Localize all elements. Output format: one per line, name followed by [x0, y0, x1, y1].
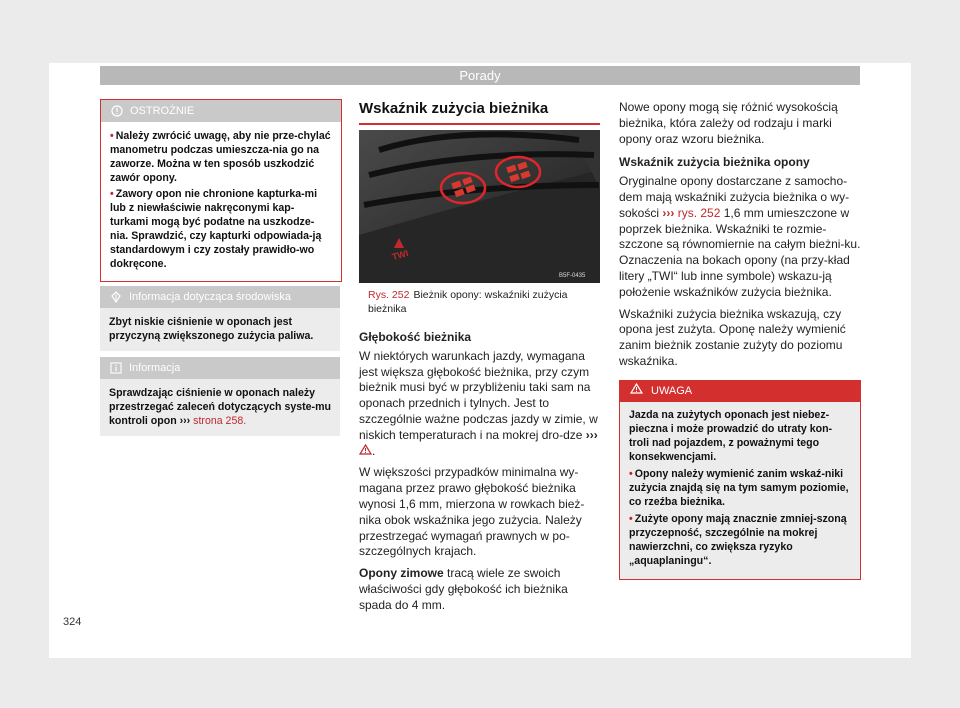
- twi-mark: TWI: [390, 248, 410, 262]
- info-box-text: Sprawdzając ciśnienie w oponach należy przestrzegać zaleceń dotyczących syste-mu kontroli opon: [109, 387, 331, 427]
- warning-item: • Opony należy wymienić zanim wskaź-niki zużycia znajdą się na tym samym poziomie, co rzeźba bieżnika.: [629, 468, 849, 508]
- warning-box-title: UWAGA: [651, 385, 693, 397]
- figure-ref-link[interactable]: rys. 252: [677, 205, 721, 220]
- winter-paragraph: Opony zimowe tracą wiele ze swoich właściwości gdy głębokość ich bieżnika spada do 4 mm.: [359, 566, 568, 612]
- recycle-leaf-icon: [110, 291, 122, 303]
- warning-intro: Jazda na zużytych oponach jest niebez-pieczna i może prowadzić do utraty kon-troli nad pojazdem, z poważnymi tego konsekwencjami.: [629, 409, 833, 463]
- caution-box-header: [101, 100, 341, 122]
- page-number: 324: [63, 616, 82, 628]
- warning-item: • Zużyte opony mają znacznie zmniej-szoną przyczepność, szczególnie na mokrej nawierzchni, co zwiększa ryzyko „aquaplaningu“.: [629, 513, 847, 567]
- indicator-heading: Wskaźnik zużycia bieżnika opony: [619, 155, 810, 170]
- figure-caption: [368, 289, 594, 316]
- heading-divider: [359, 123, 600, 125]
- indicator-paragraph: Oryginalne opony dostarczane z samocho-dem mają wskaźniki zużycia bieżnika o wy-sokości ››› rys. 252 1,6 mm umieszczone w poprzek bieżnika. Wskaźniki te rozmie-szczone są równomiernie na całym bieżni-ku. Oznaczenia na bokach opony (na przy-kład litery „TWI“ lub inne symbole) wskazu-ją położenie wskaźników zużycia bieżnika.: [619, 174, 861, 299]
- warning-triangle-icon: [359, 444, 372, 458]
- winter-bold: Opony zimowe: [359, 566, 444, 581]
- figure-number: Rys. 252: [368, 289, 410, 301]
- warning-triangle-icon: [630, 381, 643, 402]
- environment-box: [100, 286, 340, 351]
- info-box-body: [100, 379, 340, 436]
- figure-code: B5F-0435: [559, 273, 586, 279]
- info-icon: [110, 362, 122, 374]
- exclamation-circle-icon: [111, 105, 123, 117]
- caution-box: [100, 99, 342, 282]
- page-header: Porady: [100, 66, 860, 85]
- environment-box-title: Informacja dotycząca środowiska: [129, 291, 292, 303]
- depth-heading: Głębokość bieżnika: [359, 330, 472, 344]
- info-box-link[interactable]: strona 258.: [193, 415, 247, 427]
- min-depth-paragraph: W większości przypadków minimalna wy-magana przez prawo głębokość bieżnika wynosi 1,6 mm, mierzona w rowkach bież-nika obok wskaźnika jego zużycia. Należy przestrzegać wymagań prawnych w po-szczególnych krajach.: [359, 465, 585, 559]
- warning-box-header: [620, 381, 860, 402]
- wear-paragraph: Wskaźniki zużycia bieżnika wskazują, czy opona jest zużyta. Oponę należy wymienić zanim bieżnik zostanie zużyty do poziomu wskaźnika.: [619, 306, 846, 368]
- info-box-title: Informacja: [129, 362, 181, 374]
- caution-item: • Zawory opon nie chronione kapturka-mi lub z niewłaściwie nakręconymi kap-turkami mogą być podatne na uszkodze-nia. Sprawdzić, czy kapturki odpowiada-ją standardowym i czy zostały prawidło-wo dokręcone.: [110, 188, 322, 270]
- depth-paragraph: W niektórych warunkach jazdy, wymagana jest większa głębokość bieżnika, przy czym bieżnik musi być w przybliżeniu taki sam na oponach przednich i tylnych. Jest to szczególnie ważne podczas jazdy w zimie, w niskich temperaturach i na mokrej dro-dze ››› .: [359, 348, 598, 458]
- environment-box-header: [100, 286, 340, 308]
- environment-box-text: Zbyt niskie ciśnienie w oponach jest przyczyną zwiększonego zużycia paliwa.: [109, 316, 314, 342]
- tire-tread-figure: [359, 130, 600, 283]
- info-box: [100, 357, 340, 436]
- warning-box: [619, 380, 861, 580]
- depth-ref-arrow: ›››: [585, 427, 598, 442]
- column-right-text: [619, 100, 861, 376]
- ref-arrow: ›››: [662, 205, 675, 220]
- figure-caption-text: Bieżnik opony: wskaźniki zużycia bieżnika: [368, 289, 568, 315]
- section-heading: Wskaźnik zużycia bieżnika: [359, 100, 549, 117]
- info-link-arrow: ›››: [179, 415, 191, 427]
- caution-box-title: OSTROŻNIE: [130, 105, 195, 117]
- info-box-header: [100, 357, 340, 379]
- caution-item: • Należy zwrócić uwagę, aby nie prze-chylać manometru podczas umieszcza-nia go na zaworze. Można w ten sposób uszkodzić zawór opony.: [110, 130, 331, 184]
- intro-paragraph: Nowe opony mogą się różnić wysokością bieżnika, która zależy od rodzaju i marki opony oraz wzoru bieżnika.: [619, 100, 838, 146]
- column-middle-text: [359, 330, 600, 620]
